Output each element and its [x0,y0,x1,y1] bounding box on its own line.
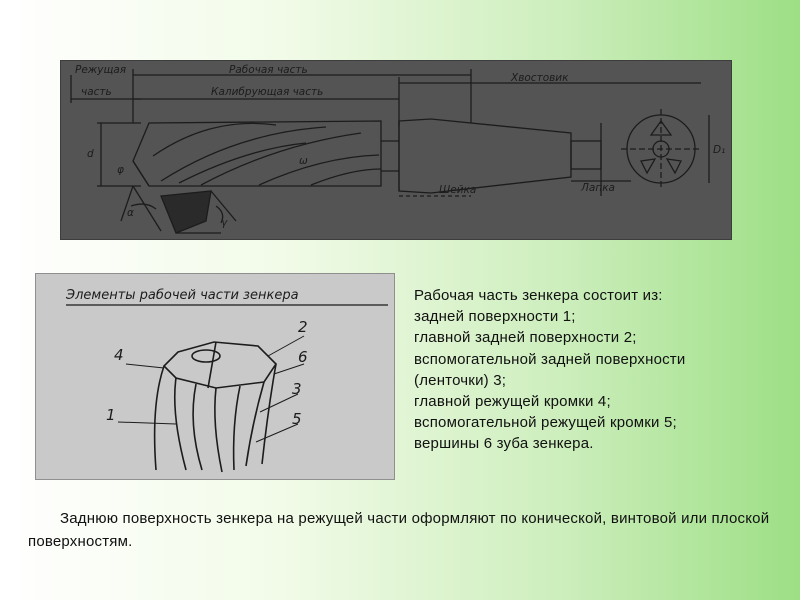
label-working-part: Рабочая часть [229,64,308,76]
description-line: вспомогательной задней поверхности [414,350,686,368]
working-part-description [414,285,784,455]
label-cutting-part-2: часть [81,86,112,98]
symbol-alpha: α [127,207,134,219]
symbol-d: d [87,148,94,160]
description-line: (ленточки) 3; [414,371,507,389]
description-line: Рабочая часть зенкера состоит из: [414,287,663,304]
callout-6: 6 [298,348,308,366]
symbol-omega: ω [299,155,308,167]
label-neck: Шейка [439,184,477,196]
working-part-elements-drawing [35,273,395,480]
countersink-drawing-svg [61,61,733,241]
label-shank: Хвостовик [511,72,569,84]
working-part-elements-title: Элементы рабочей части зенкера [66,288,299,303]
working-part-elements-svg [36,274,396,481]
callout-5: 5 [292,410,302,428]
symbol-phi: φ [117,164,124,176]
label-calibrating-part: Калибрующая часть [211,86,324,98]
description-line: задней поверхности 1; [414,308,576,326]
description-line: вершины 6 зуба зенкера. [414,435,594,453]
back-surface-note: Заднюю поверхность зенкера на режущей части оформляют по конической, винтовой или плоской поверхностям. [28,510,770,550]
callout-1: 1 [106,406,116,424]
countersink-drawing [60,60,732,240]
description-line: вспомогательной режущей кромки 5; [414,414,677,432]
callout-2: 2 [298,318,308,336]
symbol-d1: D₁ [713,144,726,156]
description-line: главной задней поверхности 2; [414,329,637,347]
description-line: главной режущей кромки 4; [414,393,611,411]
callout-4: 4 [114,346,124,364]
label-tang: Лапка [581,182,615,194]
callout-3: 3 [292,380,302,398]
label-cutting-part-1: Режущая [75,64,127,76]
symbol-gamma: γ [221,217,228,229]
